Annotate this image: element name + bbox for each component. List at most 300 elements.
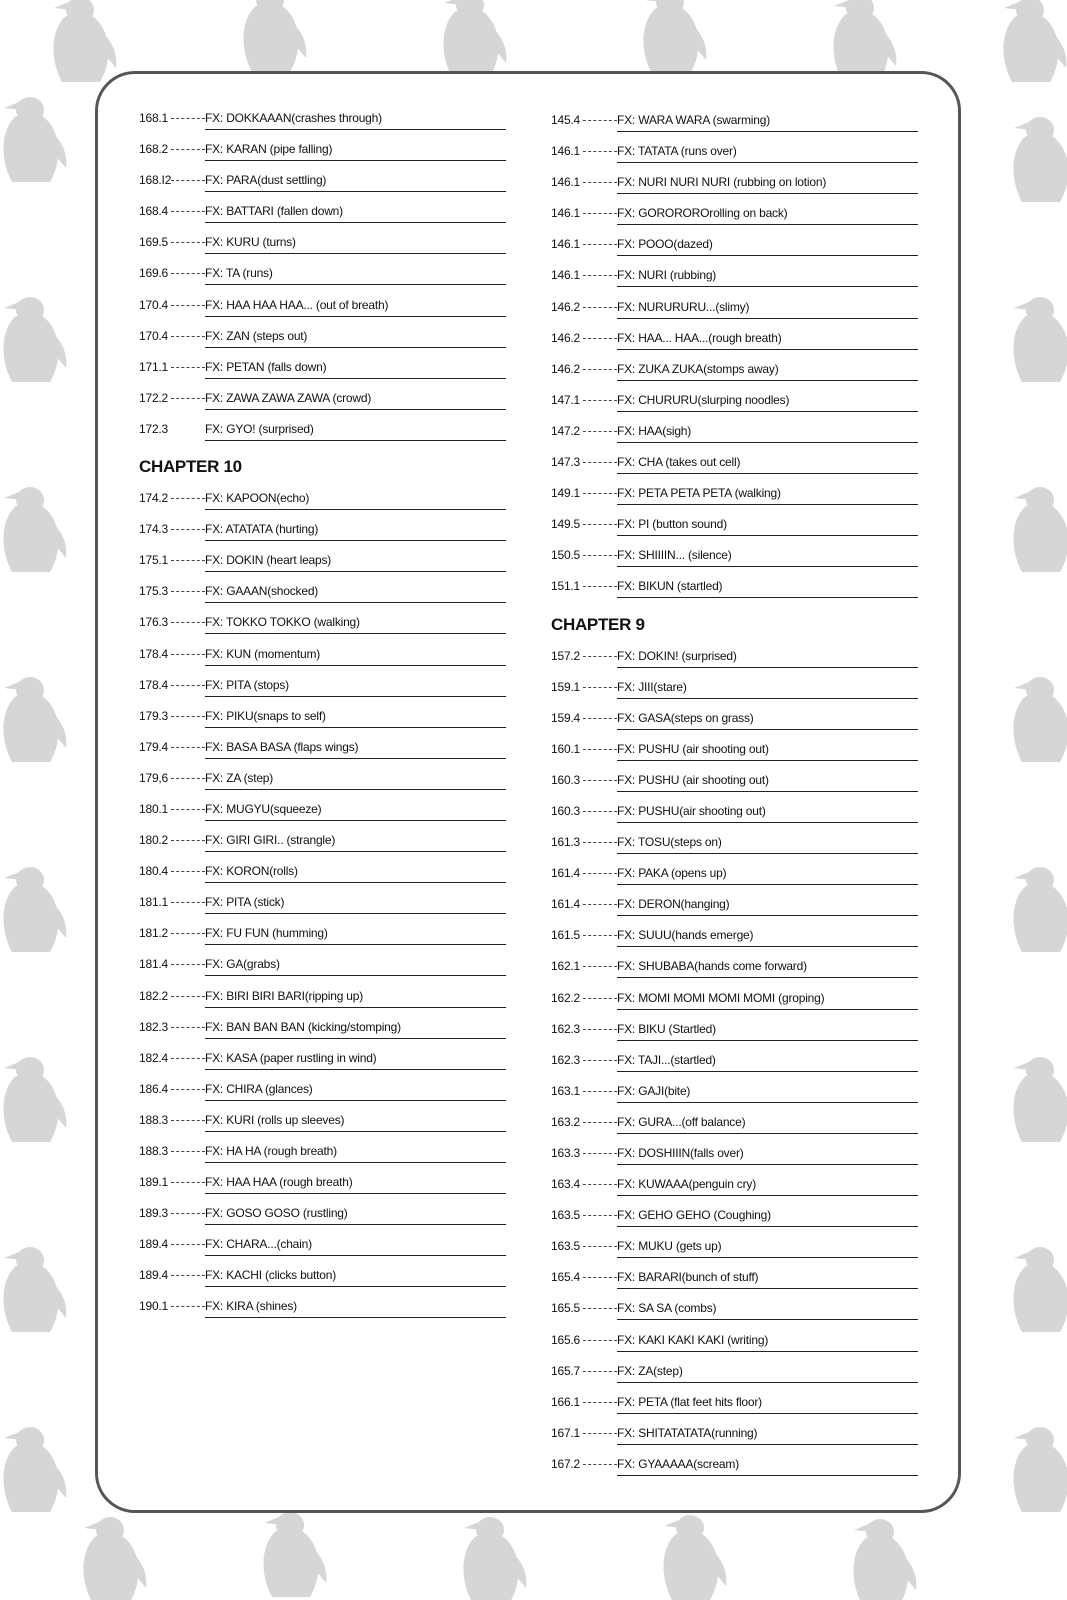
page-panel-ref: 162.2 [551, 990, 581, 1005]
dash-leader [171, 529, 205, 531]
page-panel-ref: 150.5 [551, 548, 581, 563]
fx-translation: FX: PARA(dust settling) [205, 173, 506, 192]
fx-entry-row [551, 1146, 918, 1177]
fx-translation: FX: HA HA (rough breath) [205, 1144, 506, 1163]
dash-leader [583, 935, 617, 937]
dash-leader [171, 242, 205, 244]
dash-leader [171, 871, 205, 873]
fx-translation: FX: PI (button sound) [617, 517, 918, 536]
fx-translation: FX: DERON(hanging) [617, 897, 918, 916]
fx-translation: FX: PUSHU (air shooting out) [617, 773, 918, 792]
fx-entry-row [551, 1177, 918, 1208]
page-panel-ref: 163.4 [551, 1177, 581, 1192]
fx-translation: FX: BATTARI (fallen down) [205, 204, 506, 223]
fx-entry-row [551, 711, 918, 742]
fx-entry-row [139, 989, 506, 1020]
dash-leader [583, 718, 617, 720]
dash-leader [171, 180, 205, 182]
fx-entry-row [551, 959, 918, 990]
fx-translation: FX: CHA (takes out cell) [617, 455, 918, 474]
page-panel-ref: 166.1 [551, 1394, 581, 1409]
dash-leader [583, 1340, 617, 1342]
page-panel-ref: 167.2 [551, 1456, 581, 1471]
dash-leader [583, 656, 617, 658]
page-panel-ref: 180.2 [139, 833, 169, 848]
dash-leader [583, 904, 617, 906]
fx-translation: FX: GA(grabs) [205, 957, 506, 976]
right-column [551, 113, 918, 1488]
fx-translation: FX: NURURURU...(slimy) [617, 300, 918, 319]
dash-leader [583, 555, 617, 557]
page-panel-ref: 161.3 [551, 835, 581, 850]
page-panel-ref: 188.3 [139, 1112, 169, 1127]
fx-entry-row [551, 1457, 918, 1488]
page-panel-ref: 149.5 [551, 517, 581, 532]
fx-entry-row [551, 1022, 918, 1053]
fx-entry-row [551, 835, 918, 866]
dash-leader [583, 1029, 617, 1031]
page-panel-ref: 170.4 [139, 328, 169, 343]
fx-entry-row [139, 615, 506, 646]
page-panel-ref: 163.5 [551, 1239, 581, 1254]
page-panel-ref: 146.2 [551, 299, 581, 314]
dash-leader [583, 213, 617, 215]
fx-entry-row [551, 742, 918, 773]
chapter-heading: CHAPTER 10 [139, 457, 242, 477]
fx-entry-row [139, 1237, 506, 1268]
dash-leader [583, 1122, 617, 1124]
fx-entry-row [551, 866, 918, 897]
dash-leader [171, 716, 205, 718]
fx-translation: FX: HAA HAA (rough breath) [205, 1175, 506, 1194]
page-panel-ref: 167.1 [551, 1425, 581, 1440]
fx-entry-row [139, 142, 506, 173]
page-panel-ref: 162.1 [551, 959, 581, 974]
fx-entry-row [139, 1082, 506, 1113]
dash-leader [583, 1371, 617, 1373]
page-panel-ref: 145.4 [551, 113, 581, 127]
page-panel-ref: 168.1 [139, 111, 169, 125]
fx-entry-row [551, 393, 918, 424]
dash-leader [171, 429, 205, 430]
fx-entry-row [139, 647, 506, 678]
dash-leader [583, 120, 617, 122]
fx-entry-row [139, 895, 506, 926]
page-panel-ref: 146.1 [551, 237, 581, 252]
fx-entry-row [551, 300, 918, 331]
dash-leader [171, 933, 205, 935]
fx-translation: FX: PETA PETA PETA (walking) [617, 486, 918, 505]
dash-leader [583, 493, 617, 495]
fx-translation: FX: CHARA...(chain) [205, 1237, 506, 1256]
page-panel-ref: 165.4 [551, 1270, 581, 1285]
fx-translation: FX: DOSHIIIN(falls over) [617, 1146, 918, 1165]
fx-translation: FX: GASA(steps on grass) [617, 711, 918, 730]
page-panel-ref: 179.4 [139, 739, 169, 754]
page-panel-ref: 163.5 [551, 1208, 581, 1223]
page-panel-ref: 151.1 [551, 579, 581, 594]
dash-leader [583, 749, 617, 751]
fx-entry-row [139, 584, 506, 615]
page-panel-ref: 165.6 [551, 1332, 581, 1347]
dash-leader [171, 560, 205, 562]
fx-entry-row [551, 424, 918, 455]
page-panel-ref: 159.1 [551, 679, 581, 694]
dash-leader [583, 338, 617, 340]
page-panel-ref: 162.3 [551, 1052, 581, 1067]
fx-entry-row [139, 957, 506, 988]
fx-entry-row [551, 1426, 918, 1457]
fx-entry-row [551, 680, 918, 711]
dash-leader [583, 524, 617, 526]
page-panel-ref: 146.1 [551, 206, 581, 221]
fx-entry-row [139, 298, 506, 329]
dash-leader [583, 369, 617, 371]
page-panel-ref: 146.2 [551, 361, 581, 376]
fx-translation: FX: KAPOON(echo) [205, 491, 506, 510]
dash-leader [171, 778, 205, 780]
fx-entry-row [139, 1144, 506, 1175]
fx-entry-row [551, 175, 918, 206]
page-panel-ref: 175.1 [139, 553, 169, 568]
page-panel-ref: 163.3 [551, 1146, 581, 1160]
page-panel-ref: 182.3 [139, 1019, 169, 1034]
page-panel-ref: 168.4 [139, 204, 169, 219]
fx-entry-row [551, 455, 918, 486]
page-panel-ref: 162.3 [551, 1021, 581, 1036]
fx-translation: FX: KORON(rolls) [205, 864, 506, 883]
page-panel-ref: 174.2 [139, 491, 169, 506]
fx-translation: FX: HAA(sigh) [617, 424, 918, 443]
fx-entry-row [139, 678, 506, 709]
dash-leader [583, 307, 617, 309]
page-panel-ref: 182.4 [139, 1050, 169, 1065]
page-panel-ref: 189.4 [139, 1268, 169, 1283]
fx-translation: FX: PAKA (opens up) [617, 866, 918, 885]
page-panel-ref: 149.1 [551, 486, 581, 501]
fx-entry-row [551, 486, 918, 517]
fx-entry-row [551, 1364, 918, 1395]
fx-translation: FX: SUUU(hands emerge) [617, 928, 918, 947]
fx-glossary-panel [95, 71, 961, 1513]
page-panel-ref: 189.3 [139, 1206, 169, 1221]
fx-translation: FX: TOSU(steps on) [617, 835, 918, 854]
fx-entry-row [139, 204, 506, 235]
dash-leader [171, 1275, 205, 1277]
fx-translation: FX: NURI NURI NURI (rubbing on lotion) [617, 175, 918, 194]
fx-translation: FX: TA (runs) [205, 266, 506, 285]
dash-leader [583, 1091, 617, 1093]
fx-translation: FX: KURI (rolls up sleeves) [205, 1113, 506, 1132]
dash-leader [171, 1089, 205, 1091]
left-column [139, 111, 506, 1331]
fx-entry-row [551, 1395, 918, 1426]
fx-entry-row [139, 833, 506, 864]
dash-leader [583, 244, 617, 246]
page-panel-ref: 172.3 [139, 421, 169, 436]
page-panel-ref: 174.3 [139, 522, 169, 537]
fx-translation: FX: MUGYU(squeeze) [205, 802, 506, 821]
page-panel-ref: 180.1 [139, 801, 169, 816]
fx-translation: FX: CHURURU(slurping noodles) [617, 393, 918, 412]
dash-leader [583, 873, 617, 875]
fx-translation: FX: FU FUN (humming) [205, 926, 506, 945]
fx-entry-row [551, 1301, 918, 1332]
fx-translation: FX: DOKKAAAN(crashes through) [205, 111, 506, 130]
fx-entry-row [139, 391, 506, 422]
page-panel-ref: 189.4 [139, 1237, 169, 1252]
fx-entry-row [551, 1239, 918, 1270]
fx-translation: FX: CHIRA (glances) [205, 1082, 506, 1101]
fx-entry-row [139, 1051, 506, 1082]
dash-leader [171, 118, 205, 120]
page-panel-ref: 178.4 [139, 677, 169, 692]
fx-translation: FX: TATATA (runs over) [617, 144, 918, 163]
fx-translation: FX: ZA(step) [617, 1364, 918, 1383]
fx-translation: FX: PITA (stick) [205, 895, 506, 914]
page-panel-ref: 169.5 [139, 235, 169, 250]
fx-translation: FX: GYAAAAA(scream) [617, 1457, 918, 1476]
dash-leader [171, 685, 205, 687]
fx-entry-row [139, 1020, 506, 1051]
fx-entry-row [139, 111, 506, 142]
fx-translation: FX: BIKUN (startled) [617, 579, 918, 598]
fx-entry-row [551, 1115, 918, 1146]
fx-translation: FX: KASA (paper rustling in wind) [205, 1051, 506, 1070]
fx-translation: FX: PETAN (falls down) [205, 360, 506, 379]
fx-translation: FX: NURI (rubbing) [617, 268, 918, 287]
dash-leader [583, 780, 617, 782]
dash-leader [583, 966, 617, 968]
fx-translation: FX: GOSO GOSO (rustling) [205, 1206, 506, 1225]
fx-entry-row [139, 771, 506, 802]
fx-entry-row [551, 1208, 918, 1239]
dash-leader [171, 336, 205, 338]
dash-leader [583, 1402, 617, 1404]
fx-translation: FX: GYO! (surprised) [205, 422, 506, 441]
fx-translation: FX: PUSHU (air shooting out) [617, 742, 918, 761]
page-panel-ref: 147.2 [551, 423, 581, 438]
page-panel-ref: 161.5 [551, 928, 581, 943]
fx-entry-row [139, 864, 506, 895]
fx-translation: FX: BIRI BIRI BARI(ripping up) [205, 989, 506, 1008]
fx-entry-row [551, 649, 918, 680]
fx-translation: FX: JIII(stare) [617, 680, 918, 699]
fx-entry-row [139, 266, 506, 297]
dash-leader [583, 1308, 617, 1310]
dash-leader [171, 498, 205, 500]
page-panel-ref: 169.6 [139, 266, 169, 281]
fx-translation: FX: GURA...(off balance) [617, 1115, 918, 1134]
dash-leader [171, 1244, 205, 1246]
page-panel-ref: 160.3 [551, 772, 581, 787]
page-panel-ref: 186.4 [139, 1081, 169, 1096]
fx-entry-row [139, 235, 506, 266]
page-panel-ref: 163.2 [551, 1114, 581, 1129]
fx-entry-row [139, 802, 506, 833]
fx-translation: FX: GOROROROrolling on back) [617, 206, 918, 225]
fx-translation: FX: SHIIIIN... (silence) [617, 548, 918, 567]
dash-leader [583, 1153, 617, 1155]
fx-translation: FX: KUN (momentum) [205, 647, 506, 666]
fx-translation: FX: ZA (step) [205, 771, 506, 790]
page-panel-ref: 165.5 [551, 1301, 581, 1316]
page-panel-ref: 179.3 [139, 708, 169, 723]
fx-entry-row [551, 362, 918, 393]
dash-leader [171, 1058, 205, 1060]
dash-leader [583, 811, 617, 813]
dash-leader [583, 1433, 617, 1435]
fx-translation: FX: PITA (stops) [205, 678, 506, 697]
fx-entry-row [139, 1175, 506, 1206]
page-panel-ref: 180.4 [139, 864, 169, 879]
page-panel-ref: 181.4 [139, 957, 169, 972]
fx-translation: FX: KUWAAA(penguin cry) [617, 1177, 918, 1196]
dash-leader [171, 273, 205, 275]
fx-translation: FX: HAA... HAA...(rough breath) [617, 331, 918, 350]
page-panel-ref: 146.1 [551, 144, 581, 159]
fx-translation: FX: KACHI (clicks button) [205, 1268, 506, 1287]
fx-entry-row [551, 1053, 918, 1084]
fx-translation: FX: ZAWA ZAWA ZAWA (crowd) [205, 391, 506, 410]
fx-entry-row [551, 579, 918, 610]
fx-translation: FX: PUSHU(air shooting out) [617, 804, 918, 823]
fx-entry-row [139, 1113, 506, 1144]
fx-translation: FX: TOKKO TOKKO (walking) [205, 615, 506, 634]
page-panel-ref: 163.1 [551, 1083, 581, 1098]
dash-leader [171, 591, 205, 593]
page-panel-ref: 182.2 [139, 988, 169, 1003]
fx-translation: FX: POOO(dazed) [617, 237, 918, 256]
dash-leader [583, 182, 617, 184]
dash-leader [171, 1306, 205, 1308]
page-panel-ref: 161.4 [551, 897, 581, 912]
fx-translation: FX: GIRI GIRI.. (strangle) [205, 833, 506, 852]
fx-translation: FX: HAA HAA HAA... (out of breath) [205, 298, 506, 317]
fx-entry-row [139, 522, 506, 553]
fx-translation: FX: TAJI...(startled) [617, 1053, 918, 1072]
dash-leader [171, 305, 205, 307]
fx-translation: FX: ATATATA (hurting) [205, 522, 506, 541]
fx-translation: FX: BAN BAN BAN (kicking/stomping) [205, 1020, 506, 1039]
page-panel-ref: 179,6 [139, 770, 169, 785]
fx-entry-row [139, 740, 506, 771]
page-panel-ref: 147.3 [551, 455, 581, 470]
dash-leader [171, 809, 205, 811]
page-panel-ref: 176.3 [139, 615, 169, 630]
fx-entry-row [551, 206, 918, 237]
page-panel-ref: 161.4 [551, 866, 581, 881]
fx-translation: FX: SHUBABA(hands come forward) [617, 959, 918, 978]
dash-leader [583, 687, 617, 689]
page-panel-ref: 189.1 [139, 1175, 169, 1190]
fx-entry-row [139, 553, 506, 584]
page-panel-ref: 157.2 [551, 648, 581, 663]
dash-leader [583, 400, 617, 402]
dash-leader [171, 902, 205, 904]
page-panel-ref: 168.I2 [139, 173, 172, 188]
page-panel-ref: 188.3 [139, 1144, 169, 1158]
dash-leader [171, 1027, 205, 1029]
dash-leader [583, 998, 617, 1000]
dash-leader [583, 586, 617, 588]
chapter-heading: CHAPTER 9 [551, 614, 645, 634]
fx-entry-row [551, 1084, 918, 1115]
fx-entry-row [551, 1270, 918, 1301]
page-panel-ref: 165.7 [551, 1363, 581, 1378]
fx-entry-row [551, 773, 918, 804]
dash-leader [171, 964, 205, 966]
page-panel-ref: 146.1 [551, 268, 581, 283]
fx-translation: FX: BASA BASA (flaps wings) [205, 740, 506, 759]
page-panel-ref: 175.3 [139, 584, 169, 599]
dash-leader [171, 1120, 205, 1122]
dash-leader [583, 1215, 617, 1217]
fx-translation: FX: MUKU (gets up) [617, 1239, 918, 1258]
dash-leader [583, 275, 617, 277]
page-panel-ref: 190.1 [139, 1299, 169, 1314]
fx-translation: FX: ZUKA ZUKA(stomps away) [617, 362, 918, 381]
fx-translation: FX: DOKIN (heart leaps) [205, 553, 506, 572]
page-panel-ref: 160.3 [551, 803, 581, 818]
dash-leader [171, 398, 205, 400]
fx-translation: FX: GAAAN(shocked) [205, 584, 506, 603]
page-panel-ref: 159.4 [551, 710, 581, 725]
fx-entry-row [551, 991, 918, 1022]
dash-leader [171, 622, 205, 624]
fx-entry-row [139, 926, 506, 957]
dash-leader [583, 1464, 617, 1466]
page-panel-ref: 172.2 [139, 390, 169, 405]
dash-leader [171, 1213, 205, 1215]
fx-entry-row [551, 548, 918, 579]
fx-entry-row [551, 1333, 918, 1364]
fx-entry-row [139, 709, 506, 740]
fx-entry-row [551, 113, 918, 144]
fx-translation: FX: KAKI KAKI KAKI (writing) [617, 1333, 918, 1352]
fx-translation: FX: BARARI(bunch of stuff) [617, 1270, 918, 1289]
fx-entry-row [139, 1206, 506, 1237]
page-panel-ref: 146.1 [551, 175, 581, 190]
fx-entry-row [551, 928, 918, 959]
dash-leader [583, 431, 617, 433]
fx-entry-row [139, 1299, 506, 1330]
page-panel-ref: 181.2 [139, 926, 169, 941]
page-panel-ref: 160.1 [551, 741, 581, 756]
fx-entry-row [551, 517, 918, 548]
fx-entry-row [139, 360, 506, 391]
fx-translation: FX: GEHO GEHO (Coughing) [617, 1208, 918, 1227]
fx-translation: FX: BIKU (Startled) [617, 1022, 918, 1041]
fx-entry-row [551, 897, 918, 928]
fx-translation: FX: SHITATATATA(running) [617, 1426, 918, 1445]
dash-leader [583, 151, 617, 153]
fx-translation: FX: KURU (turns) [205, 235, 506, 254]
dash-leader [583, 1184, 617, 1186]
dash-leader [583, 1277, 617, 1279]
page-panel-ref: 178.4 [139, 646, 169, 661]
fx-entry-row [551, 237, 918, 268]
dash-leader [171, 840, 205, 842]
fx-entry-row [551, 804, 918, 835]
fx-entry-row [139, 1268, 506, 1299]
fx-entry-row [551, 144, 918, 175]
page-panel-ref: 146.2 [551, 330, 581, 345]
fx-entry-row [139, 329, 506, 360]
dash-leader [583, 1060, 617, 1062]
dash-leader [583, 842, 617, 844]
fx-translation: FX: WARA WARA (swarming) [617, 113, 918, 132]
